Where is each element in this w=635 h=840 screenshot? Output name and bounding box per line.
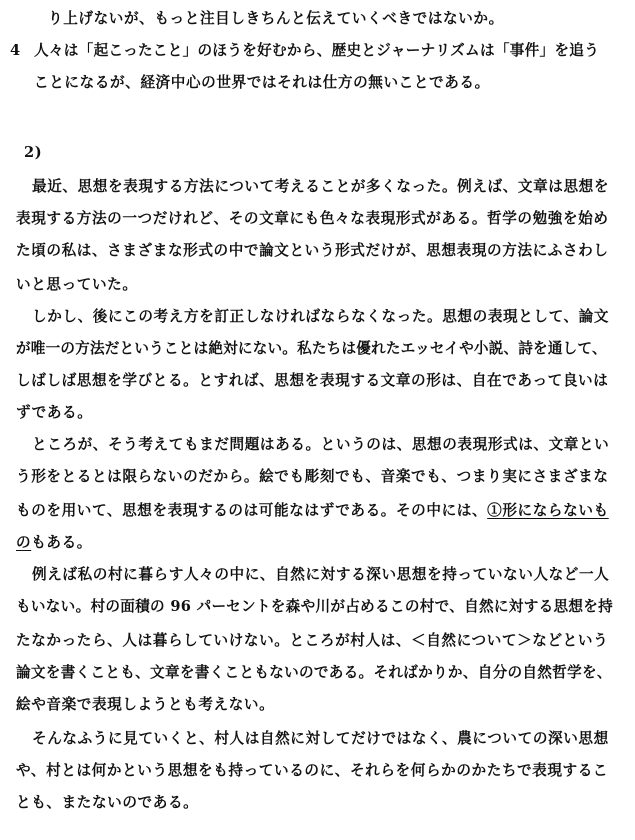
underlined-phrase-1: ①形にならないも [487, 502, 609, 519]
paragraph-3-line [16, 502, 609, 520]
item4-line-2: ことになるが、経済中心の世界ではそれは仕方の無いことである。 [34, 74, 490, 91]
paragraph-3-text: もある。 [31, 534, 92, 551]
paragraph-4-line: 例えば私の村に暮らす人々の中に、自然に対する深い思想を持っていない人など一人 [32, 566, 610, 583]
paragraph-2-line: しばしば思想を学びとる。とすれば、思想を表現する文章の形は、自在であって良いは [16, 372, 609, 389]
paragraph-1-line: た頃の私は、さまざまな形式の中で論文という形式だけが、思想表現の方法にふさわし [16, 242, 609, 259]
paragraph-4-line: たなかったら、人は暮らしていけない。ところが村人は、＜自然について＞などという [16, 632, 609, 649]
paragraph-4-line: もいない。村の面積の 96 パーセントを森や川が占めるこの村で、自然に対する思想を持 [16, 598, 614, 615]
paragraph-5-line: とも、またないのである。 [16, 794, 199, 811]
paragraph-1-line: 最近、思想を表現する方法について考えることが多くなった。例えば、文章は思想を [32, 178, 610, 195]
item4-number: 4 [10, 42, 21, 59]
paragraph-5-line: や、村とは何かという思想をも持っているのに、それらを何らかのかたちで表現するこ [16, 762, 609, 779]
underlined-phrase-1-end: の [16, 534, 32, 551]
paragraph-3-line: う形をとるとは限らないのだから。絵でも彫刻でも、音楽でも、つまり実にさまざまな [16, 468, 609, 485]
paragraph-1-line: 表現する方法の一つだけれど、その文章にも色々な表現形式がある。哲学の勉強を始め [16, 210, 609, 227]
paragraph-1-line: いと思っていた。 [16, 276, 138, 293]
section-heading: 2) [24, 144, 43, 161]
paragraph-5-line: そんなふうに見ていくと、村人は自然に対してだけではなく、農についての深い思想 [32, 730, 609, 747]
item3-continuation: り上げないが、もっと注目しきちんと伝えていくべきではないか。 [48, 10, 504, 27]
paragraph-3-line: ところが、そう考えてもまだ問題はある。というのは、思想の表現形式は、文章とい [32, 436, 610, 453]
paragraph-2-line: ずである。 [16, 404, 93, 421]
paragraph-2-line: しかし、後にこの考え方を訂正しなければならなくなった。思想の表現として、論文 [32, 308, 610, 325]
paragraph-4-line: 絵や音楽で表現しようとも考えない。 [16, 696, 275, 713]
paragraph-3-line [16, 534, 92, 552]
item4-line-1: 人々は「起こったこと」のほうを好むから、歴史とジャーナリズムは「事件」を追う [34, 42, 600, 59]
paragraph-2-line: が唯一の方法だということは絶対にない。私たちは優れたエッセイや小説、詩を通して、 [16, 340, 607, 357]
paragraph-4-line: 論文を書くことも、文章を書くこともないのである。そればかりか、自分の自然哲学を、 [16, 664, 612, 681]
paragraph-3-text: ものを用いて、思想を表現するのは可能なはずである。その中には、 [16, 502, 488, 519]
